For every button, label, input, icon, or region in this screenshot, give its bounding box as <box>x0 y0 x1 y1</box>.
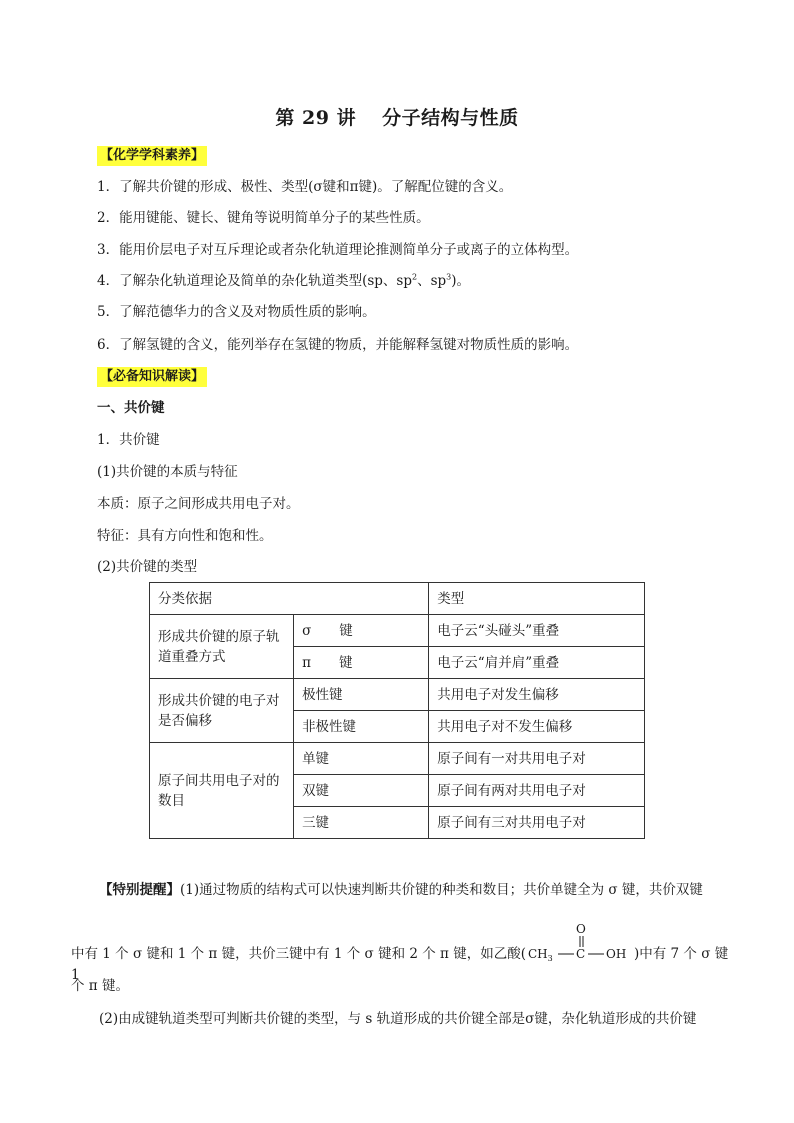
kind-sigma: σ 键 <box>294 615 429 647</box>
kind-nonpolar: 非极性键 <box>294 711 429 743</box>
table-row <box>150 743 645 775</box>
kind-double: 双键 <box>294 775 429 807</box>
feature-text: 特征：具有方向性和饱和性。 <box>97 528 273 544</box>
lecture-topic: 分子结构与性质 <box>382 107 519 129</box>
page-title <box>0 103 794 130</box>
reminder-line-3: 个 π 键。 <box>71 978 129 994</box>
header-basis: 分类依据 <box>150 583 429 615</box>
essence-text: 本质：原子之间形成共用电子对。 <box>97 496 300 512</box>
subheading-covalent-bond: 1．共价键 <box>97 432 160 448</box>
literacy-item-4: 4．了解杂化轨道理论及简单的杂化轨道类型(sp、$sp^2$、$sp^3$)。 <box>97 272 471 289</box>
desc-polar: 共用电子对发生偏移 <box>429 679 645 711</box>
knowledge-section-tag: 【必备知识解读】 <box>97 367 207 387</box>
desc-sigma: 电子云“头碰头”重叠 <box>429 615 645 647</box>
desc-triple: 原子间有三对共用电子对 <box>429 807 645 839</box>
acetic-acid-formula-svg <box>526 909 634 969</box>
table-row <box>150 679 645 711</box>
acetic-acid-structure <box>526 921 634 965</box>
desc-single: 原子间有一对共用电子对 <box>429 743 645 775</box>
literacy-item-1: 1．了解共价键的形成、极性、类型(σ键和π键)。了解配位键的含义。 <box>97 179 513 195</box>
literacy-item-3: 3．能用价层电子对互斥理论或者杂化轨道理论推测简单分子或离子的立体构型。 <box>97 242 579 258</box>
formula-c: C <box>575 946 586 961</box>
basis-cell-overlap: 形成共价键的原子轨 道重叠方式 <box>150 615 294 679</box>
kind-triple: 三键 <box>294 807 429 839</box>
subheading-bond-types: (2)共价键的类型 <box>97 559 198 575</box>
reminder-line-1: 【特别提醒】(1)通过物质的结构式可以快速判断共价键的种类和数目；共价单键全为 σ 键，共价双键 <box>99 882 703 898</box>
formula-ch3: $CH_3$ <box>527 946 553 963</box>
bond-types-table <box>149 582 645 839</box>
literacy-item-6: 6．了解氢键的含义，能列举存在氢键的物质，并能解释氢键对物质性质的影响。 <box>97 337 579 353</box>
kind-pi: π 键 <box>294 647 429 679</box>
desc-nonpolar: 共用电子对不发生偏移 <box>429 711 645 743</box>
desc-pi: 电子云“肩并肩”重叠 <box>429 647 645 679</box>
kind-polar: 极性键 <box>294 679 429 711</box>
lecture-number: 第 29 讲 <box>275 107 357 129</box>
reminder-tag: 【特别提醒】 <box>99 882 180 898</box>
header-type: 类型 <box>429 583 645 615</box>
formula-o: O <box>575 921 586 936</box>
subheading-essence-feature: (1)共价键的本质与特征 <box>97 464 238 480</box>
literacy-item-5: 5．了解范德华力的含义及对物质性质的影响。 <box>97 304 376 320</box>
basis-cell-polarity: 形成共价键的电子对 是否偏移 <box>150 679 294 743</box>
formula-oh: OH <box>605 946 627 961</box>
basis-cell-count: 原子间共用电子对的 数目 <box>150 743 294 839</box>
literacy-item-2: 2．能用键能、键长、键角等说明简单分子的某些性质。 <box>97 210 430 226</box>
table-header-row <box>150 583 645 615</box>
literacy-section-tag: 【化学学科素养】 <box>97 146 207 166</box>
reminder-line-2: 中有 1 个 σ 键和 1 个 π 键，共价三键中有 1 个 σ 键和 2 个 π 键，如乙酸( $CH_3$ C O OH )中有 7 个 σ 键 1 <box>71 944 731 985</box>
table-row <box>150 615 645 647</box>
kind-single: 单键 <box>294 743 429 775</box>
reminder-line-4: (2)由成键轨道类型可判断共价键的类型，与 s 轨道形成的共价键全部是σ键，杂化轨道形成的共价键 <box>99 1011 697 1027</box>
desc-double: 原子间有两对共用电子对 <box>429 775 645 807</box>
heading-covalent-bond: 一、共价键 <box>97 400 165 416</box>
